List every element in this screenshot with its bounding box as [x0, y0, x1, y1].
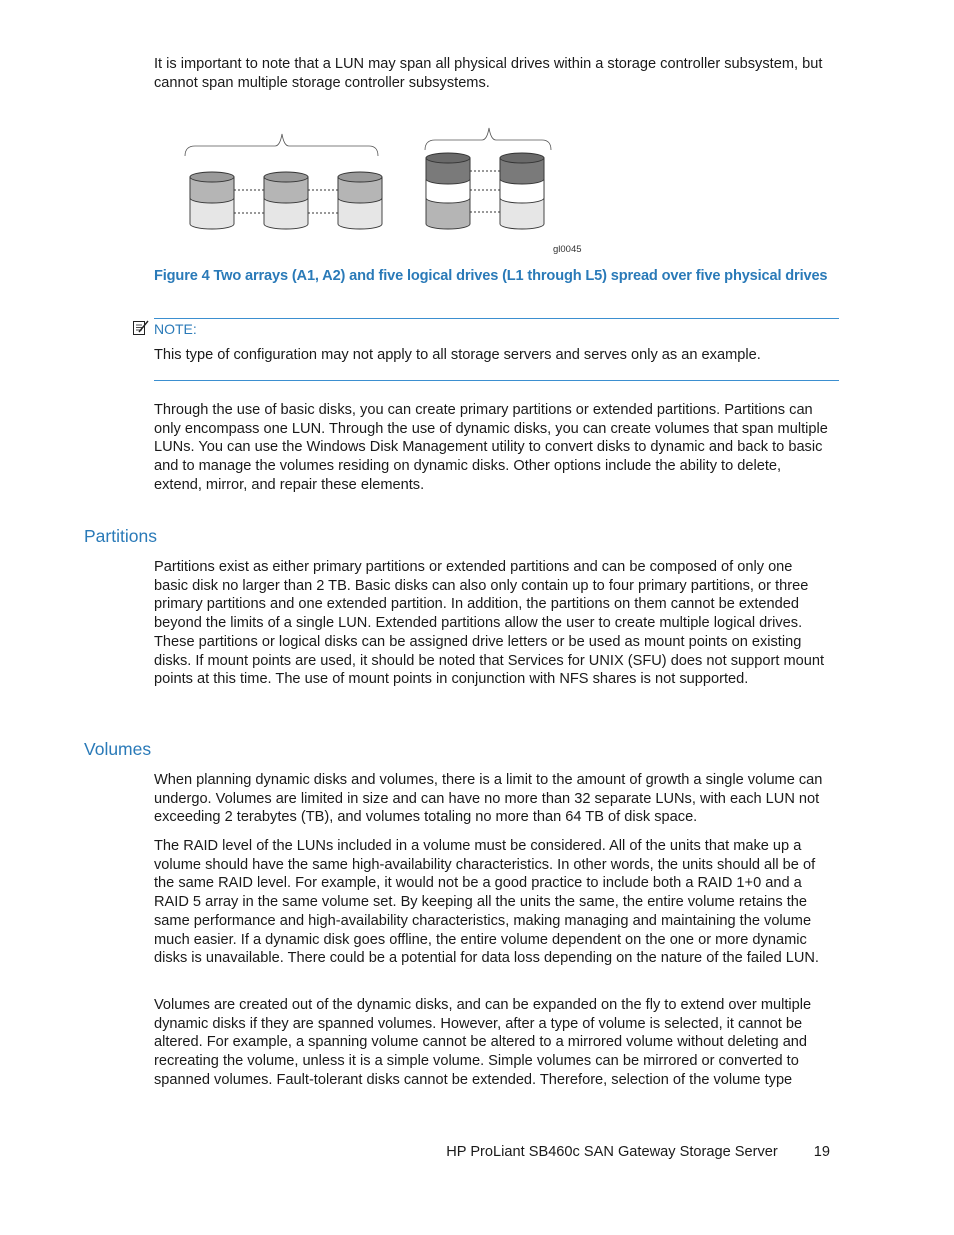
note-bottom-rule	[154, 380, 839, 381]
page-footer	[420, 1144, 830, 1160]
volumes-heading: Volumes	[84, 739, 152, 759]
volumes-paragraph-2: The RAID level of the LUNs included in a volume must be considered. All of the units that make up a volume should have the same high-availability characteristics. In other words, the units should all be of the same RAID level. For example, it would not be a good practice to include both a RAID 1+0 and a RAID 5 array in the same volume set. By keeping all the units the same, the entire volume retains the same performance and high-availability characteristics, making managing and maintaining the volume much easier. If a dynamic disk goes offline, the entire volume dependent on the one or more dynamic disks is unavailable. There could be a potential for data loss depending on the nature of the failed LUN.	[154, 838, 819, 967]
note-top-rule	[154, 318, 839, 319]
volumes-paragraph-1: When planning dynamic disks and volumes, there is a limit to the amount of growth a single volume can undergo. Volumes are limited in size and can have no more than 32 separate LUNs, with each LUN not exceeding 2 terabytes (TB), and volumes totaling no more than 64 TB of disk space.	[154, 772, 823, 826]
note-text: This type of configuration may not apply to all storage servers and serves only as an example.	[154, 347, 761, 363]
figure-caption: Figure 4 Two arrays (A1, A2) and five logical drives (L1 through L5) spread over five physical drives	[154, 268, 828, 284]
disk-5	[500, 153, 544, 229]
intro-paragraph: It is important to note that a LUN may span all physical drives within a storage controller subsystem, but cannot span multiple storage controller subsystems.	[154, 56, 823, 91]
page-number: 19	[813, 1144, 830, 1160]
array-a2-brace	[425, 128, 551, 150]
array-a1-brace	[185, 134, 378, 156]
footer-title: HP ProLiant SB460c SAN Gateway Storage Server	[446, 1144, 778, 1160]
disk-4	[426, 153, 470, 229]
disk-1	[190, 172, 234, 229]
disk-arrays-figure	[180, 122, 560, 237]
volumes-paragraph-3: Volumes are created out of the dynamic disks, and can be expanded on the fly to extend over multiple dynamic disks if they are spanned volumes. However, after a type of volume is selected, it cannot be altered. For example, a spanning volume cannot be altered to a mirrored volume without deleting and recreating the volume, unless it is a simple volume. Simple volumes can be mirrored or converted to spanned volumes. Fault-tolerant disks cannot be extended. Therefore, selection of the volume type	[154, 997, 812, 1088]
partitions-paragraph: Partitions exist as either primary partitions or extended partitions and can be composed of only one basic disk no larger than 2 TB. Basic disks can also only contain up to four primary partitions, or three primary partitions and one extended partition. In addition, the partitions on them cannot be extended beyond the limits of a single LUN. Extended partitions allow the user to create multiple logical drives. These partitions or logical disks can be assigned drive letters or be used as mount points on existing disks. If mount points are used, it should be noted that Services for UNIX (SFU) does not support mount points at this time. The use of mount points in conjunction with NFS shares is not supported.	[154, 559, 825, 688]
body-paragraph: Through the use of basic disks, you can create primary partitions or extended partitions. Partitions can only encompass one LUN. Through the use of dynamic disks, you can create volumes that span multiple LUNs. You can use the Windows Disk Management utility to convert disks to dynamic and back to basic and to manage the volumes residing on dynamic disks. Other options include the ability to delete, extend, mirror, and repair these elements.	[154, 402, 828, 493]
note-label: NOTE:	[154, 321, 197, 337]
figure-id-label: gl0045	[553, 244, 582, 255]
disk-3	[338, 172, 382, 229]
partitions-heading: Partitions	[84, 526, 157, 546]
disk-2	[264, 172, 308, 229]
note-icon	[132, 319, 150, 337]
